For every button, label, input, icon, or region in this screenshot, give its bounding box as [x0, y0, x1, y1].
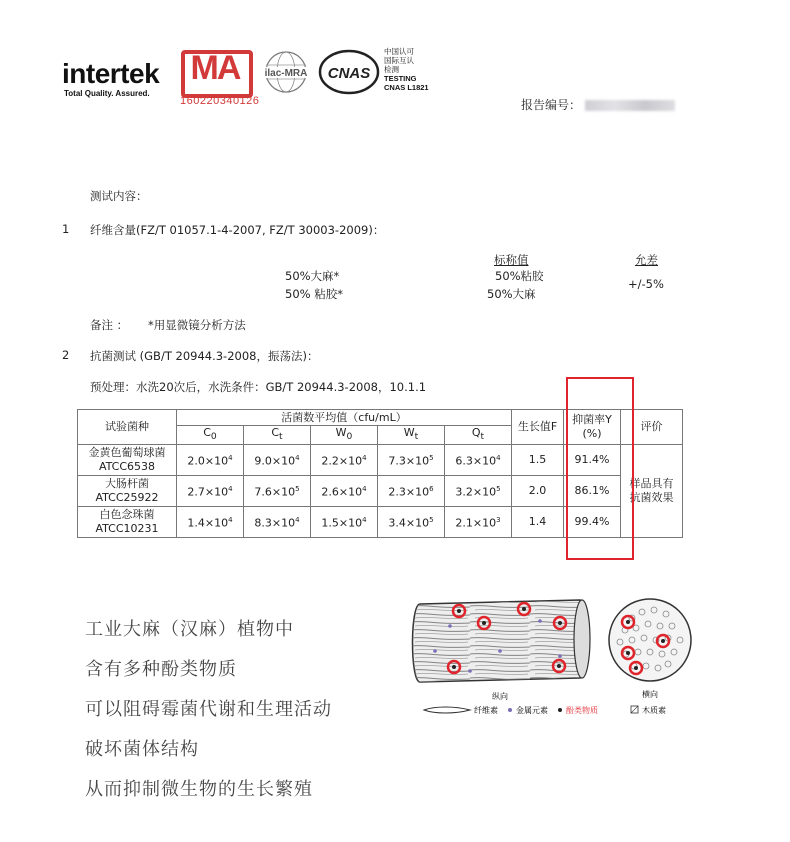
section2-number: 2 [62, 348, 70, 362]
fiber-nominal-1: 50%粘胶 [495, 269, 544, 283]
label-cross-section: 横向 [642, 690, 658, 699]
fiber-tolerance: +/-5% [628, 277, 664, 291]
pretreatment: 预处理：水洗20次后，水洗条件：GB/T 20944.3-2008，10.1.1 [90, 380, 427, 394]
legend-lignin: 木质素 [642, 706, 666, 715]
growth-cell: 1.4 [512, 507, 564, 538]
value-cell: $7.6\times 10^5$ [244, 476, 311, 507]
test-content-label: 测试内容： [90, 189, 148, 203]
header-rate: 抑菌率Y (%) [564, 410, 621, 445]
cnas-caption: 中国认可 国际互认 检测 TESTING CNAS L1821 [384, 47, 429, 92]
ilac-logo-text: ilac-MRA [264, 68, 308, 79]
fiber-actual-1: 50%大麻* [285, 269, 340, 283]
label-longitudinal: 纵向 [492, 692, 508, 701]
legend-metal: 金属元素 [516, 706, 548, 715]
header-count: 活菌数平均值（cfu/mL） [177, 410, 512, 426]
value-cell: $2.0\times 10^4$ [177, 445, 244, 476]
value-cell: $2.3\times 10^6$ [378, 476, 445, 507]
section1-number: 1 [62, 222, 70, 236]
ma-logo: MA [190, 49, 240, 87]
value-cell: $7.3\times 10^5$ [378, 445, 445, 476]
species-cell: 白色念珠菌 ATCC10231 [78, 507, 177, 538]
report-number [521, 96, 675, 113]
ilac-mra-logo [258, 50, 314, 100]
cross-section [609, 599, 691, 681]
tolerance-header: 允差 [635, 253, 658, 267]
rate-highlight-box [566, 377, 634, 560]
value-cell: $1.4\times 10^4$ [177, 507, 244, 538]
rate-cell: 99.4% [564, 507, 621, 538]
value-cell: $9.0\times 10^4$ [244, 445, 311, 476]
value-cell: $2.7\times 10^4$ [177, 476, 244, 507]
species-cell: 金黄色葡萄球菌 ATCC6538 [78, 445, 177, 476]
header-species: 试验菌种 [78, 410, 177, 445]
section2-title: 抗菌测试 (GB/T 20944.3-2008，振荡法)： [90, 349, 319, 363]
slogan-line: 含有多种酚类物质 [85, 659, 237, 680]
slogan-line: 工业大麻（汉麻）植物中 [85, 619, 294, 640]
sub-w0: $W_0$ [311, 426, 378, 445]
section1-title: 纤维含量(FZ/T 01057.1-4-2007, FZ/T 30003-2009)： [90, 223, 385, 237]
growth-cell: 1.5 [512, 445, 564, 476]
cnas-logo-text: CNAS [327, 65, 371, 82]
species-cell: 大肠杆菌 ATCC25922 [78, 476, 177, 507]
value-cell: $3.4\times 10^5$ [378, 507, 445, 538]
legend-phenol: 酚类物质 [566, 706, 598, 715]
intertek-logo: intertek [62, 58, 160, 89]
nominal-header: 标称值 [494, 253, 529, 267]
value-cell: $6.3\times 10^4$ [445, 445, 512, 476]
sub-ct: $C_t$ [244, 426, 311, 445]
legend-cellulose: 纤维素 [474, 706, 498, 715]
sub-qt: $Q_t$ [445, 426, 512, 445]
cnas-logo [318, 48, 380, 98]
value-cell: $2.2\times 10^4$ [311, 445, 378, 476]
report-number-label: 报告编号： [521, 98, 582, 112]
value-cell: $2.1\times 10^3$ [445, 507, 512, 538]
header-eval: 评价 [621, 410, 683, 445]
note-label: 备注 ： [90, 318, 129, 332]
rate-cell: 86.1% [564, 476, 621, 507]
intertek-tagline: Total Quality. Assured. [64, 89, 150, 98]
fiber-diagram [410, 596, 700, 721]
note-text: *用显微镜分析方法 [148, 318, 246, 332]
header-growth: 生长值F [512, 410, 564, 445]
sub-c0: $C_0$ [177, 426, 244, 445]
growth-cell: 2.0 [512, 476, 564, 507]
diagram-legend [424, 705, 666, 715]
slogan-line: 可以阻碍霉菌代谢和生理活动 [85, 699, 332, 720]
value-cell: $8.3\times 10^4$ [244, 507, 311, 538]
fiber-nominal-2: 50%大麻 [487, 287, 536, 301]
sub-wt: $W_t$ [378, 426, 445, 445]
report-number-redacted [585, 100, 675, 111]
fiber-actual-2: 50% 粘胶* [285, 287, 343, 301]
slogan-line: 从而抑制微生物的生长繁殖 [85, 779, 313, 800]
value-cell: $1.5\times 10^4$ [311, 507, 378, 538]
value-cell: $3.2\times 10^5$ [445, 476, 512, 507]
value-cell: $2.6\times 10^4$ [311, 476, 378, 507]
evaluation-cell: 样品具有 抗菌效果 [621, 445, 683, 538]
rate-cell: 91.4% [564, 445, 621, 476]
slogan-line: 破坏菌体结构 [85, 739, 199, 760]
ma-number: 160220340126 [180, 95, 260, 107]
